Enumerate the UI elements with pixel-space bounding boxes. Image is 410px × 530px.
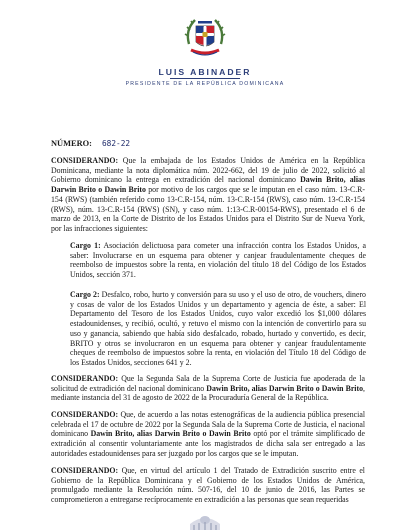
- considerando-1-text-b: por motivo de los cargos que se le imputan en el caso núm. 13-C.R-154 (RWS) (también referido como 13-C.R-154, núm. 13-C.R-154 (RWS), caso núm. 13-C.R-154 (RWS), núm. 13-C.R-154 (RWS) (SN), y caso núm. 1:13-C.R-00154-RWS), presentado el 6 de marzo de 2013, en la Corte de Distrito de los Estados Unidos para el Distrito Sur de Nueva York, por las infracciones siguientes:: [51, 185, 365, 233]
- considerando-2-text-a: Que la Segunda Sala de la Suprema Corte de Justicia fue apoderada de la solicitud de extradición del nacional dominicano: [51, 374, 365, 393]
- considerando-4-text-a: Que, en virtud del artículo 1 del Tratado de Extradición suscrito entre el Gobierno de la República Dominicana y el Gobierno de los Estados Unidos de América, promulgado mediante la Resolución núm. 507-16, del 10 de junio de 2016, las Partes se comprometieron a entregarse recíprocamente en extradición a las personas que sean requeridas: [51, 466, 365, 505]
- document-number-label: NÚMERO:: [51, 139, 92, 148]
- considerando-2-label: CONSIDERANDO:: [51, 374, 119, 383]
- considerando-3: [51, 410, 365, 459]
- considerando-2-name: Dawin Brito, alias Darwin Brito o Dawin Brito: [206, 383, 364, 393]
- header-divider: [170, 78, 240, 79]
- cargo-2: [70, 290, 366, 368]
- considerando-3-label: CONSIDERANDO:: [51, 410, 119, 419]
- considerando-3-text-b: optó por el trámite simplificado de extradición al consentir voluntariamente ante los magistrados de dicha sala ser entregado a las autoridades estadounidenses para ser juzgado por los cargos que se le imputan.: [51, 429, 365, 458]
- document-number-value: 682-22: [101, 139, 131, 148]
- considerando-2: [51, 374, 365, 403]
- cargo-2-label: Cargo 2:: [70, 290, 100, 299]
- considerando-4: [51, 466, 365, 505]
- considerando-1: [51, 156, 365, 234]
- national-coat-of-arms-icon: [183, 14, 227, 62]
- considerando-3-name: Dawin Brito, alias Darwin Brito o Dawin Brito: [90, 429, 251, 439]
- considerando-4-label: CONSIDERANDO:: [51, 466, 119, 475]
- considerando-1-label: CONSIDERANDO:: [51, 156, 119, 165]
- cargo-1: [70, 241, 366, 280]
- considerando-1-text-a: Que la embajada de los Estados Unidos de América en la República Dominicana, mediante la nota diplomática núm. 2022-662, del 19 de julio de 2022, solicitó al Gobierno dominicano la entrega en extradición del nacional dominicano: [51, 156, 365, 185]
- cargo-2-text: Desfalco, robo, hurto y conversión para su uso y el uso de otro, de vouchers, dinero y cosas de valor de los Estados Unidos y un departamento y agencia de éste, a saber: El Departamento del Tesoro de los Estados Unidos, cuyo valor excedió los $1,000 dólares estadounidenses, y recibió, ocultó, y retuvo el mismo con la intención de convertirlo para su uso y ganancia, sabiendo que había sido desfalcado, robado, hurtado y convertido, es decir, BRITO y otros se involucraron en un esquema para obtener y canjear fraudulentamente cheques de reembolso de impuestos sobre la renta, en violación del Título 18 del Código de los Estados Unidos, secciones 641 y 2.: [70, 290, 366, 367]
- president-name: LUIS ABINADER: [158, 67, 252, 77]
- cargo-1-text: Asociación delictuosa para cometer una infracción contra los Estados Unidos, a saber: Involucrarse en un esquema para obtener y canjear fraudulentamente cheques de reembolso de impuestos sobre la renta, en violación del título 18 del Código de los Estados Unidos, sección 371.: [70, 241, 366, 280]
- palace-emblem-icon: [180, 514, 230, 530]
- considerando-2-text-b: , mediante instancia del 31 de agosto de 2022 de la Procuraduría General de la República.: [51, 383, 365, 403]
- considerando-3-text-a: Que, de acuerdo a las notas estenográficas de la audiencia pública presencial celebrada el 17 de octubre de 2022 por la Segunda Sala de la Suprema Corte de Justicia, el nacional dominicano: [51, 410, 365, 439]
- cargo-1-label: Cargo 1:: [70, 241, 101, 250]
- document-number: [51, 139, 130, 148]
- considerando-1-name: Dawin Brito, alias Darwin Brito o Dawin Brito: [51, 175, 365, 195]
- president-title: PRESIDENTE DE LA REPÚBLICA DOMINICANA: [125, 81, 285, 87]
